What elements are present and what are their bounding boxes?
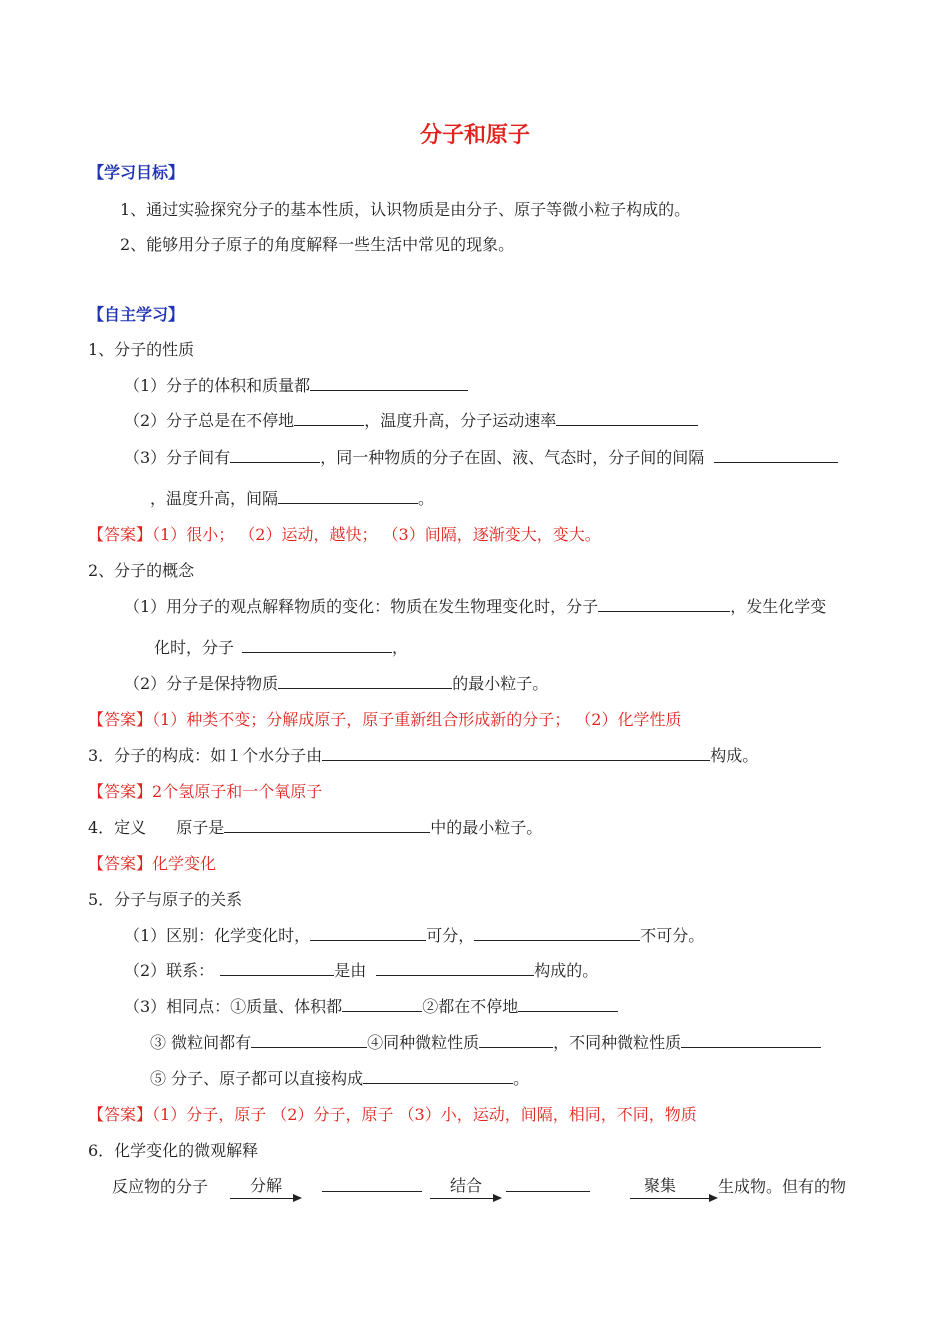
arrow-head-icon [493,1194,502,1202]
q6-blank-2-wrap [506,1176,590,1198]
answer-blank[interactable] [598,596,730,612]
answer-blank[interactable] [278,488,418,504]
arrow-head-icon [293,1194,302,1202]
q1-part3-text-c: ，温度升高，间隔 [150,489,279,508]
q5-part2-text-c: 构成的。 [534,961,599,980]
arrow-shaft [430,1198,494,1199]
answer-label: 【答案】 [88,854,153,873]
answer-text: 化学变化 [152,854,217,873]
answer-blank[interactable] [230,447,320,463]
answer-blank[interactable] [342,996,422,1012]
reaction-arrow-aggregate [630,1176,718,1206]
q3-question [88,745,758,767]
q1-part2-text-b: ，温度升高，分子运动速率 [364,411,557,430]
q5-part1 [124,925,704,947]
q5-title: 5．分子与原子的关系 [88,890,243,909]
q6-end-text: 生成物。但有的物 [718,1177,847,1196]
q5-part2 [124,960,598,982]
answer-label: 【答案】 [88,525,153,544]
q5-part2-text-b: 是由 [334,961,367,980]
reaction-arrow-combine [430,1176,502,1206]
q2-part2 [124,673,548,695]
q5-part3 [124,996,618,1018]
answer-blank[interactable] [310,925,426,941]
answer-label: 【答案】 [88,710,153,729]
q1-title: 1、分子的性质 [88,340,195,359]
q1-part3-text-d: 。 [418,489,435,508]
answer-blank[interactable] [506,1176,590,1192]
q2-answer [88,709,681,731]
answer-blank[interactable] [474,925,640,941]
answer-blank[interactable] [322,745,710,761]
q1-part1 [124,375,468,397]
arrow-label: 聚集 [643,1176,676,1195]
answer-blank[interactable] [278,673,452,689]
q5-part1-text-a: （1）区别：化学变化时， [124,926,311,945]
goal-item-2: 2、能够用分子原子的角度解释一些生活中常见的现象。 [120,235,515,254]
arrow-label: 分解 [249,1176,282,1195]
q1-part1-text: （1）分子的体积和质量都 [124,376,311,395]
q5-part4-text-a: ③ 微粒间都有 [150,1033,252,1052]
q1-part2-text-a: （2）分子总是在不停地 [124,411,295,430]
q2-part1-cont [154,637,408,659]
answer-blank[interactable] [363,1068,513,1084]
q2-part2-text-b: 的最小粒子。 [452,674,549,693]
q5-part5 [150,1068,529,1090]
q4-text-a: 4．定义 [88,818,147,837]
q5-part1-text-c: 不可分。 [640,926,705,945]
q6-title: 6．化学变化的微观解释 [88,1141,259,1160]
q1-part3 [124,447,838,469]
q4-answer [88,853,216,875]
arrow-label: 结合 [449,1176,482,1195]
q1-part3-cont [150,488,434,510]
answer-blank[interactable] [294,410,364,426]
arrow-head-icon [709,1194,718,1202]
answer-text: （1）种类不变；分解成原子，原子重新组合形成新的分子； （2）化学性质 [152,710,682,729]
q5-part2-text-a: （2）联系： [124,961,215,980]
q2-part2-text-a: （2）分子是保持物质 [124,674,279,693]
answer-text: 2个氢原子和一个氧原子 [152,782,323,801]
q4-text-b: 原子是 [176,818,225,837]
answer-text: （1）很小； （2）运动，越快； （3）间隔，逐渐变大，变大。 [152,525,601,544]
q2-title: 2、分子的概念 [88,561,195,580]
q5-part3-text-b: ②都在不停地 [422,997,519,1016]
answer-blank[interactable] [220,960,334,976]
q5-part4-text-c: ，不同种微粒性质 [553,1033,682,1052]
q5-part5-text-b: 。 [513,1069,530,1088]
q5-answer [88,1104,697,1126]
q2-part1-text-a: （1）用分子的观点解释物质的变化：物质在发生物理变化时，分子 [124,597,599,616]
answer-blank[interactable] [224,817,430,833]
q1-part2 [124,410,698,432]
goal-item-1: 1、通过实验探究分子的基本性质，认识物质是由分子、原子等微小粒子构成的。 [120,200,691,219]
answer-blank[interactable] [322,1176,422,1192]
q2-part1-text-c: 化时，分子 [154,638,235,657]
q3-text-a: 3．分子的构成：如１个水分子由 [88,746,323,765]
q5-part1-text-b: 可分， [426,926,475,945]
answer-label: 【答案】 [88,782,153,801]
q2-part1-text-b: ，发生化学变 [730,597,827,616]
page-title: 分子和原子 [419,122,530,148]
answer-blank[interactable] [714,447,838,463]
q5-part4 [150,1032,821,1054]
q2-part1-text-d: ， [392,638,409,657]
answer-blank[interactable] [251,1032,367,1048]
q1-part3-text-a: （3）分子间有 [124,448,231,467]
self-study-heading: 【自主学习】 [88,305,185,324]
arrow-shaft [630,1198,710,1199]
answer-blank[interactable] [556,410,698,426]
q6-blank-1-wrap [322,1176,422,1198]
learning-goals-heading: 【学习目标】 [88,163,185,182]
answer-label: 【答案】 [88,1105,153,1124]
q1-part3-text-b: ，同一种物质的分子在固、液、气态时，分子间的间隔 [320,448,705,467]
q4-question [88,817,542,839]
answer-blank[interactable] [310,375,468,391]
q3-answer [88,781,322,803]
answer-blank[interactable] [242,637,392,653]
answer-blank[interactable] [518,996,618,1012]
q1-answer [88,524,601,546]
q3-text-b: 构成。 [710,746,759,765]
q5-part3-text-a: （3）相同点：①质量、体积都 [124,997,343,1016]
q5-part4-text-b: ④同种微粒性质 [367,1033,480,1052]
answer-blank[interactable] [479,1032,553,1048]
reaction-arrow-decompose [230,1176,302,1206]
answer-text: （1）分子，原子 （2）分子，原子 （3）小，运动，间隔，相同，不同，物质 [152,1105,697,1124]
q5-part5-text-a: ⑤ 分子、原子都可以直接构成 [150,1069,364,1088]
q2-part1 [124,596,826,618]
answer-blank[interactable] [376,960,534,976]
q6-start-text: 反应物的分子 [112,1177,209,1196]
answer-blank[interactable] [681,1032,821,1048]
q4-text-c: 中的最小粒子。 [430,818,543,837]
arrow-shaft [230,1198,294,1199]
